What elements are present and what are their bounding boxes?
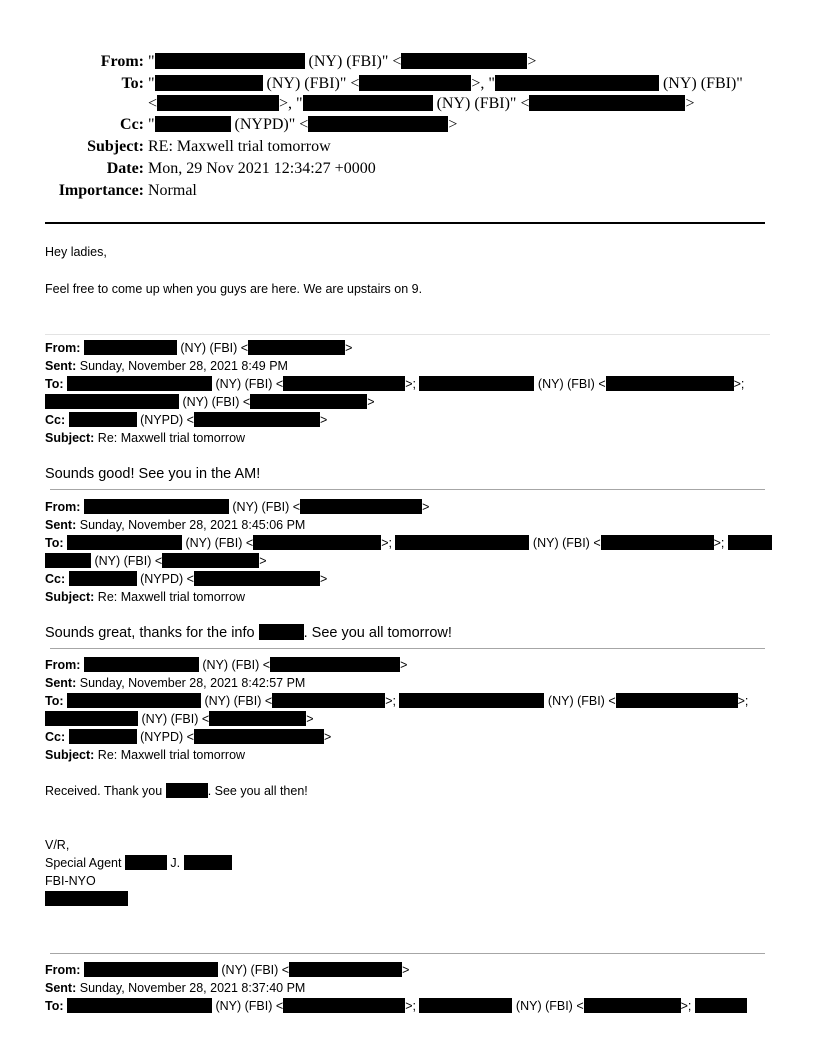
header-subject-value: RE: Maxwell trial tomorrow xyxy=(148,138,331,155)
redaction xyxy=(125,855,167,870)
redaction xyxy=(67,376,212,391)
redaction xyxy=(45,711,138,726)
body-greeting: Hey ladies, xyxy=(45,245,107,259)
msg1-sent: Sent: Sunday, November 28, 2021 8:49 PM xyxy=(45,359,288,373)
signature-name: Special Agent J. xyxy=(45,854,232,872)
header-date-row xyxy=(0,159,148,179)
header-to-row xyxy=(0,74,148,94)
redaction xyxy=(283,998,405,1013)
redaction xyxy=(155,116,231,132)
msg3-from: From: (NY) (FBI) < > xyxy=(45,658,408,672)
signature-redacted-line xyxy=(45,890,128,908)
redaction xyxy=(69,729,137,744)
redaction xyxy=(67,998,212,1013)
redaction xyxy=(162,553,259,568)
body-message: Feel free to come up when you guys are here. We are upstairs on 9. xyxy=(45,282,423,296)
redaction xyxy=(194,729,324,744)
msg1-subject: Subject: Re: Maxwell trial tomorrow xyxy=(45,431,246,445)
redaction xyxy=(248,340,345,355)
redaction xyxy=(259,624,304,640)
msg1-cc: Cc: (NYPD) < > xyxy=(45,413,328,427)
msg2-cc: Cc: (NYPD) < > xyxy=(45,572,328,586)
msg1-reply: Sounds good! See you in the AM! xyxy=(45,466,261,482)
header-importance-row xyxy=(0,181,148,201)
redaction xyxy=(155,75,263,91)
redaction xyxy=(67,535,182,550)
message-divider xyxy=(50,489,765,490)
header-from-row xyxy=(0,52,148,72)
header-subject-label: Subject: xyxy=(87,138,144,155)
header-cc-value: " (NYPD)" < > xyxy=(148,116,458,133)
redaction xyxy=(728,535,772,550)
header-from-value: " (NY) (FBI)" < > xyxy=(148,53,537,70)
header-subject-row xyxy=(0,137,148,157)
redaction xyxy=(300,499,422,514)
msg3-to-line1: To: (NY) (FBI) < >; (NY) (FBI) < >; xyxy=(45,694,749,708)
message-divider xyxy=(50,648,765,649)
redaction xyxy=(155,53,305,69)
redaction xyxy=(419,376,534,391)
msg1-from: From: (NY) (FBI) < > xyxy=(45,341,353,355)
msg3-cc: Cc: (NYPD) < > xyxy=(45,730,332,744)
redaction xyxy=(359,75,471,91)
redaction xyxy=(308,116,448,132)
redaction xyxy=(84,340,177,355)
msg4-to-line1: To: (NY) (FBI) < >; (NY) (FBI) < >; xyxy=(45,997,747,1015)
header-date-value: Mon, 29 Nov 2021 12:34:27 +0000 xyxy=(148,160,376,177)
msg2-from: From: (NY) (FBI) < > xyxy=(45,500,430,514)
signature-office: FBI-NYO xyxy=(45,874,96,888)
msg4-sent: Sent: Sunday, November 28, 2021 8:37:40 PM xyxy=(45,981,306,995)
msg3-reply: Received. Thank you . See you all then! xyxy=(45,784,308,798)
redaction xyxy=(601,535,714,550)
message-divider xyxy=(50,953,765,954)
header-divider xyxy=(45,222,765,224)
msg4-from: From: (NY) (FBI) < > xyxy=(45,963,410,977)
signature-closing: V/R, xyxy=(45,838,70,852)
redaction xyxy=(395,535,529,550)
redaction xyxy=(69,412,137,427)
header-cc-label: Cc: xyxy=(120,116,144,133)
msg2-to-line1: To: (NY) (FBI) < >; (NY) (FBI) < >; xyxy=(45,534,772,552)
redaction xyxy=(45,394,179,409)
redaction xyxy=(84,962,218,977)
redaction xyxy=(184,855,232,870)
msg2-reply: Sounds great, thanks for the info . See you all tomorrow! xyxy=(45,625,452,641)
header-importance-value: Normal xyxy=(148,182,197,199)
msg3-subject: Subject: Re: Maxwell trial tomorrow xyxy=(45,748,246,762)
msg3-sent: Sent: Sunday, November 28, 2021 8:42:57 PM xyxy=(45,676,306,690)
header-to-value-line1: " (NY) (FBI)" < >, " (NY) (FBI)" xyxy=(148,75,743,92)
header-to-value-line2: < >, " (NY) (FBI)" < > xyxy=(148,95,695,112)
header-cc-row xyxy=(0,115,148,135)
redaction xyxy=(606,376,734,391)
msg2-to-line2: (NY) (FBI) < > xyxy=(45,552,267,570)
redaction xyxy=(166,783,208,798)
redaction xyxy=(250,394,367,409)
redaction xyxy=(194,571,320,586)
msg1-to-line2: (NY) (FBI) < > xyxy=(45,393,375,411)
redaction xyxy=(584,998,681,1013)
redaction xyxy=(399,693,544,708)
redaction xyxy=(283,376,405,391)
redaction xyxy=(289,962,402,977)
quoted-divider xyxy=(45,334,770,335)
msg3-to-line2: (NY) (FBI) < > xyxy=(45,710,314,728)
redaction xyxy=(67,693,201,708)
redaction xyxy=(45,891,128,906)
redaction xyxy=(69,571,137,586)
redaction xyxy=(194,412,320,427)
redaction xyxy=(157,95,279,111)
header-date-label: Date: xyxy=(106,160,144,177)
msg1-to-line1: To: (NY) (FBI) < >; (NY) (FBI) < >; xyxy=(45,377,745,391)
redaction xyxy=(253,535,381,550)
msg2-sent: Sent: Sunday, November 28, 2021 8:45:06 PM xyxy=(45,518,306,532)
header-importance-label: Importance: xyxy=(58,182,144,199)
redaction xyxy=(84,499,229,514)
redaction xyxy=(270,657,400,672)
redaction xyxy=(45,553,91,568)
redaction xyxy=(272,693,385,708)
redaction xyxy=(419,998,512,1013)
redaction xyxy=(616,693,738,708)
redaction xyxy=(495,75,659,91)
redaction xyxy=(529,95,685,111)
header-from-label: From: xyxy=(100,53,144,70)
header-to-label: To: xyxy=(121,75,144,92)
redaction xyxy=(209,711,306,726)
msg2-subject: Subject: Re: Maxwell trial tomorrow xyxy=(45,590,246,604)
redaction xyxy=(695,998,747,1013)
redaction xyxy=(401,53,527,69)
redaction xyxy=(303,95,433,111)
redaction xyxy=(84,657,199,672)
